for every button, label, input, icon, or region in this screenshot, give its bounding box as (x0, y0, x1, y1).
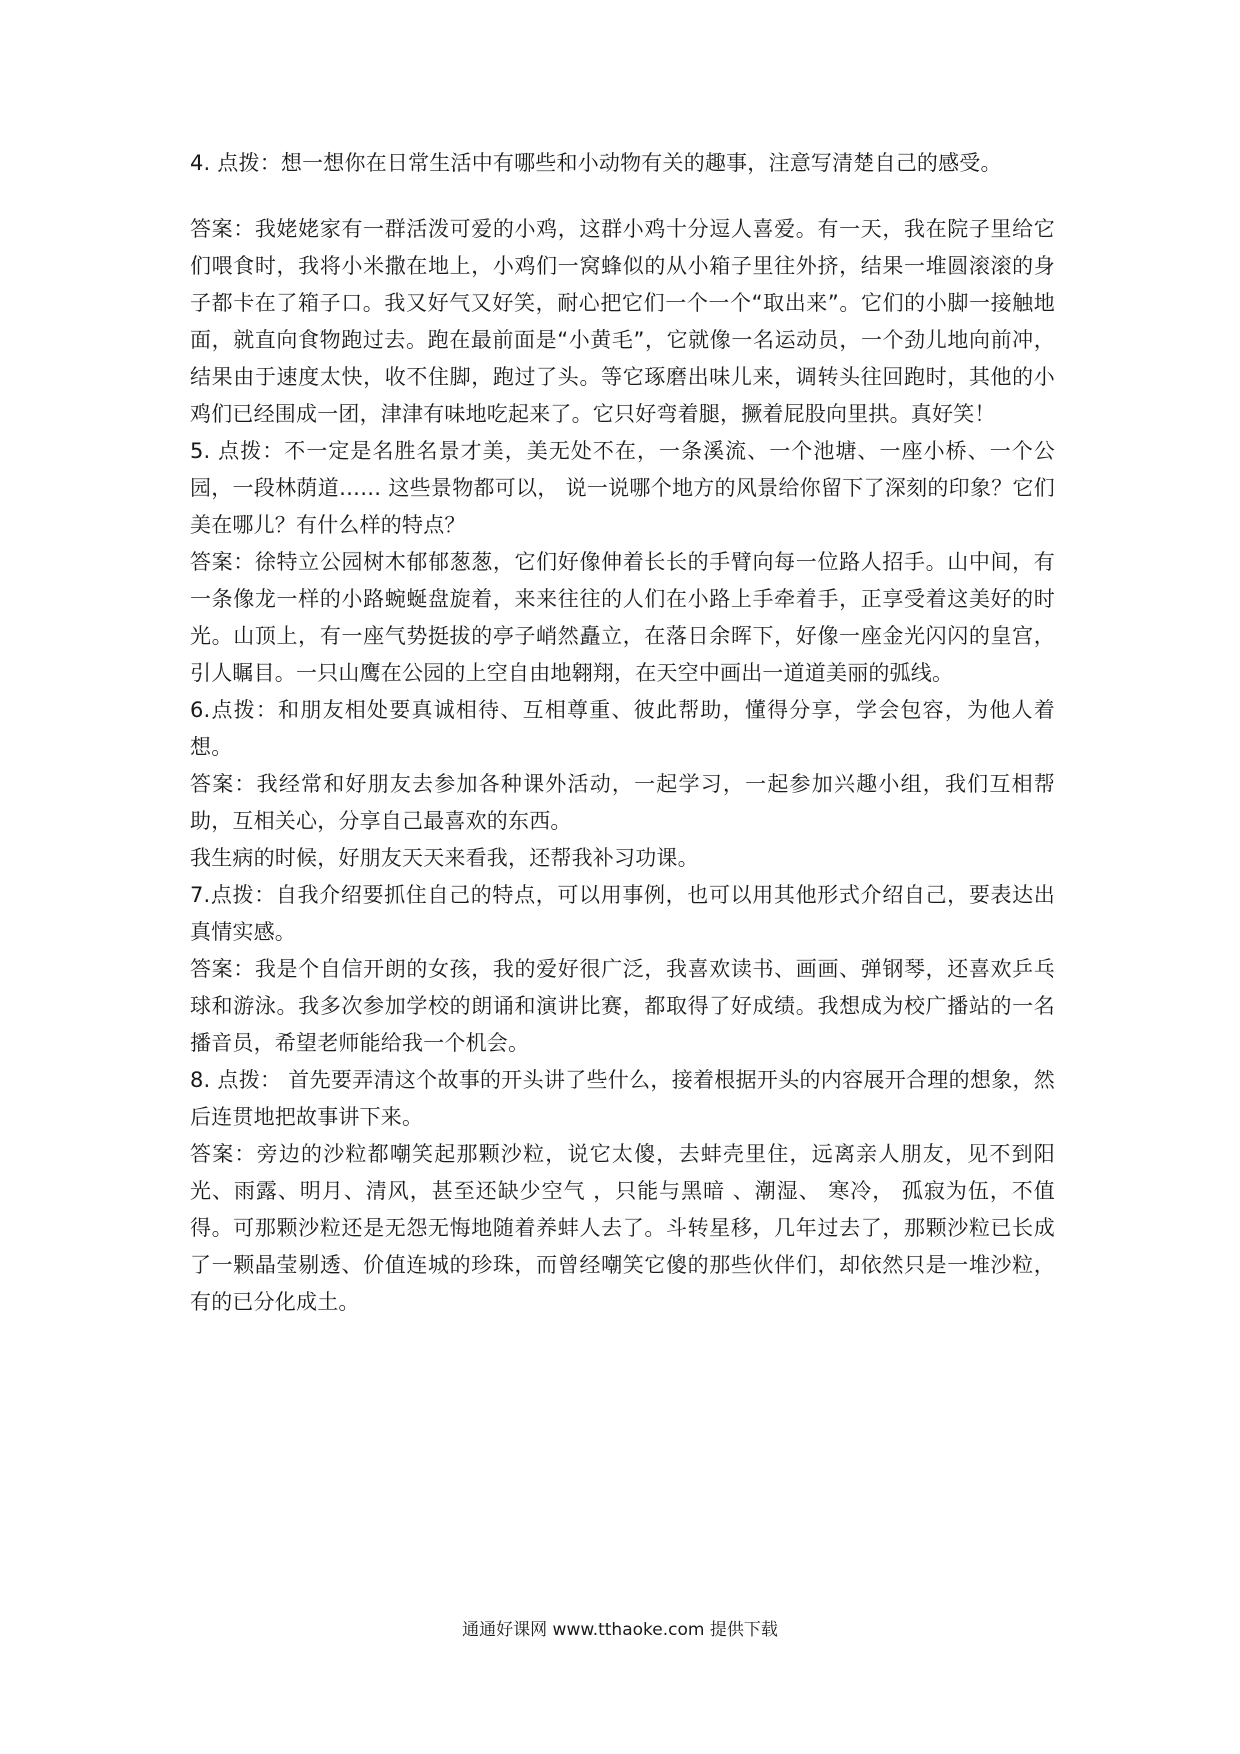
answer-8: 答案：旁边的沙粒都嘲笑起那颗沙粒，说它太傻，去蚌壳里住，远离亲人朋友，见不到阳光、雨露、明月、清风，甚至还缺少空气 ，只能与黑暗 、潮湿、 寒冷， 孤寂为伍，不值得。可那颗沙粒还是无怨无悔地随着养蚌人去了。斗转星移，几年过去了，那颗沙粒已长成了一颗晶莹剔透、价值连城的珍珠，而曾经嘲笑它傻的那些伙伴们，却依然只是一堆沙粒，有的已分化成土。 (190, 1142, 1055, 1314)
prompt-6: 6.点拨：和朋友相处要真诚相待、互相尊重、彼此帮助，懂得分享，学会包容，为他人着想。 (190, 698, 1055, 759)
answer-4: 答案：我姥姥家有一群活泼可爱的小鸡，这群小鸡十分逗人喜爱。有一天，我在院子里给它们喂食时，我将小米撒在地上，小鸡们一窝蜂似的从小箱子里往外挤，结果一堆圆滚滚的身子都卡在了箱子口。我又好气又好笑，耐心把它们一个一个“取出来”。它们的小脚一接触地面，就直向食物跑过去。跑在最前面是“小黄毛”，它就像一名运动员，一个劲儿地向前冲，结果由于速度太快，收不住脚，跑过了头。等它琢磨出味儿来，调转头往回跑时，其他的小鸡们已经围成一团，津津有味地吃起来了。它只好弯着腿，撅着屁股向里拱。真好笑！ (190, 217, 1055, 426)
page-footer: 通通好课网 www.tthaoke.com 提供下载 (462, 1620, 778, 1640)
answer-6: 答案：我经常和好朋友去参加各种课外活动，一起学习，一起参加兴趣小组，我们互相帮助，互相关心，分享自己最喜欢的东西。 (190, 772, 1055, 833)
document-body (190, 145, 1055, 1321)
prompt-8: 8. 点拨： 首先要弄清这个故事的开头讲了些什么，接着根据开头的内容展开合理的想象，然后连贯地把故事讲下来。 (190, 1068, 1055, 1129)
prompt-5: 5. 点拨：不一定是名胜名景才美，美无处不在，一条溪流、一个池塘、一座小桥、一个公园，一段林荫道…… 这些景物都可以， 说一说哪个地方的风景给你留下了深刻的印象？它们美在哪儿？有什么样的特点？ (190, 439, 1055, 537)
prompt-4: 4. 点拨：想一想你在日常生活中有哪些和小动物有关的趣事，注意写清楚自己的感受。 (190, 151, 1002, 175)
answer-6-continued: 我生病的时候，好朋友天天来看我，还帮我补习功课。 (190, 846, 699, 870)
answer-5: 答案：徐特立公园树木郁郁葱葱，它们好像伸着长长的手臂向每一位路人招手。山中间，有一条像龙一样的小路蜿蜒盘旋着，来来往往的人们在小路上手牵着手，正享受着这美好的时光。山顶上，有一座气势挺拔的亭子峭然矗立，在落日余晖下，好像一座金光闪闪的皇宫，引人瞩目。一只山鹰在公园的上空自由地翱翔，在天空中画出一道道美丽的弧线。 (190, 550, 1055, 685)
prompt-7: 7.点拨：自我介绍要抓住自己的特点，可以用事例，也可以用其他形式介绍自己，要表达出真情实感。 (190, 883, 1055, 944)
answer-7: 答案：我是个自信开朗的女孩，我的爱好很广泛，我喜欢读书、画画、弹钢琴，还喜欢乒乓球和游泳。我多次参加学校的朗诵和演讲比赛，都取得了好成绩。我想成为校广播站的一名播音员，希望老师能给我一个机会。 (190, 957, 1055, 1055)
